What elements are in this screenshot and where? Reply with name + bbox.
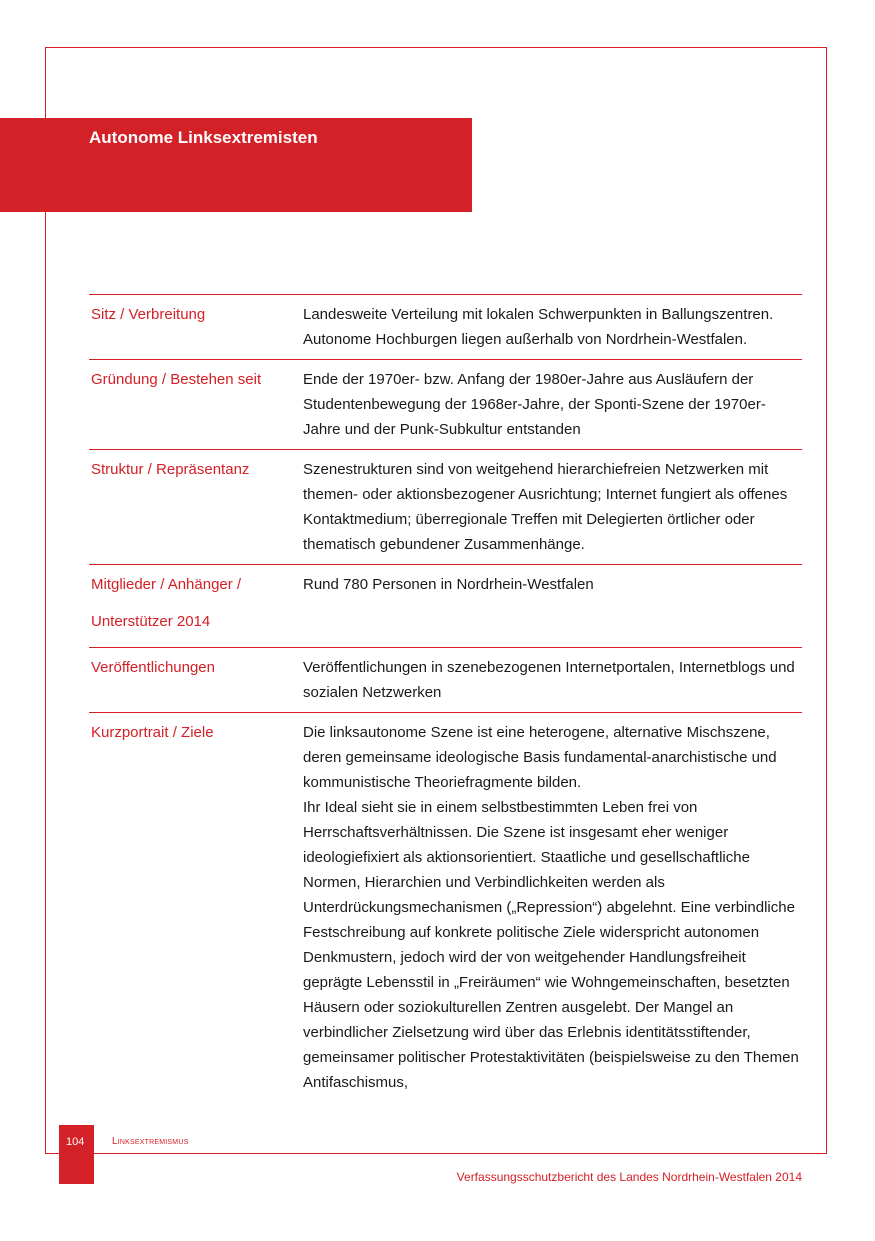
row-value: Veröffentlichungen in szenebezogenen Internetportalen, Internetblogs und sozialen Netzwerken [303, 659, 795, 701]
page-number: 104 [66, 1136, 85, 1148]
section-name: Linksextremismus [112, 1136, 189, 1147]
row-value: Ende der 1970er- bzw. Anfang der 1980er-Jahre aus Ausläufern der Studentenbewegung der 1968er-Jahre, der Sponti-Szene der 1970er-Jahre und der Punk-Subkultur entstanden [303, 371, 766, 438]
page-number-tab [59, 1125, 94, 1184]
table-row [89, 648, 802, 713]
publication-title: Verfassungsschutzbericht des Landes Nordrhein-Westfalen 2014 [456, 1170, 802, 1184]
row-label: Sitz / Verbreitung [91, 306, 206, 323]
table-row [89, 713, 802, 1102]
profile-table [89, 294, 802, 1102]
page-title: Autonome Linksextremisten [89, 128, 318, 147]
row-label: Veröffentlichungen [91, 659, 215, 676]
row-label: Struktur / Repräsentanz [91, 461, 250, 478]
paragraph: Ihr Ideal sieht sie in einem selbstbestimmten Leben frei von Herrschaftsverhältnissen. Die Szene ist insgesamt eher weniger ideologiefixiert als aktionsorientiert. Staatliche und gesellschaftliche Normen, Hierarchien und Verbindlichkeiten werden als Unterdrückungsmechanismen („Repression“) abgelehnt. Eine verbindliche Festschreibung auf konkrete politische Ziele widerspricht autonomen Denkmustern, jedoch wird der von weitgehender Handlungsfreiheit geprägte Lebensstil in „Freiräumen“ wie Wohngemeinschaften, besetzten Häusern oder soziokulturellen Zentren ausgelebt. Der Mangel an verbindlicher Zielsetzung wird über das Erlebnis identitätsstiftender, gemeinsamer politischer Protestaktivitäten (beispielsweise zu den Themen Antifaschismus, [303, 799, 799, 1091]
paragraph: Die linksautonome Szene ist eine heterogene, alternative Mischszene, deren gemeinsame ideologische Basis fundamental-anarchistische und kommunistische Theoriefragmente bilden. [303, 724, 777, 791]
row-value: Rund 780 Personen in Nordrhein-Westfalen [303, 576, 594, 593]
table-row [89, 295, 802, 360]
row-label: Kurzportrait / Ziele [91, 724, 214, 741]
table-row [89, 565, 802, 648]
row-value [303, 720, 802, 1095]
row-label: Gründung / Bestehen seit [91, 371, 262, 388]
table-row [89, 450, 802, 565]
row-label: Mitglieder / Anhänger / Unterstützer 2014 [91, 576, 242, 630]
table-row [89, 360, 802, 450]
row-value: Szenestrukturen sind von weitgehend hierarchiefreien Netzwerken mit themen- oder aktionsbezogener Ausrichtung; Internet fungiert als offenes Kontaktmedium; überregionale Treffen mit Delegierten örtlicher oder thematisch gebundener Zusammenhänge. [303, 461, 788, 553]
row-value: Landesweite Verteilung mit lokalen Schwerpunkten in Ballungszentren. Autonome Hochburgen liegen außerhalb von Nordrhein-Westfalen. [303, 306, 774, 348]
header-banner [0, 118, 472, 212]
